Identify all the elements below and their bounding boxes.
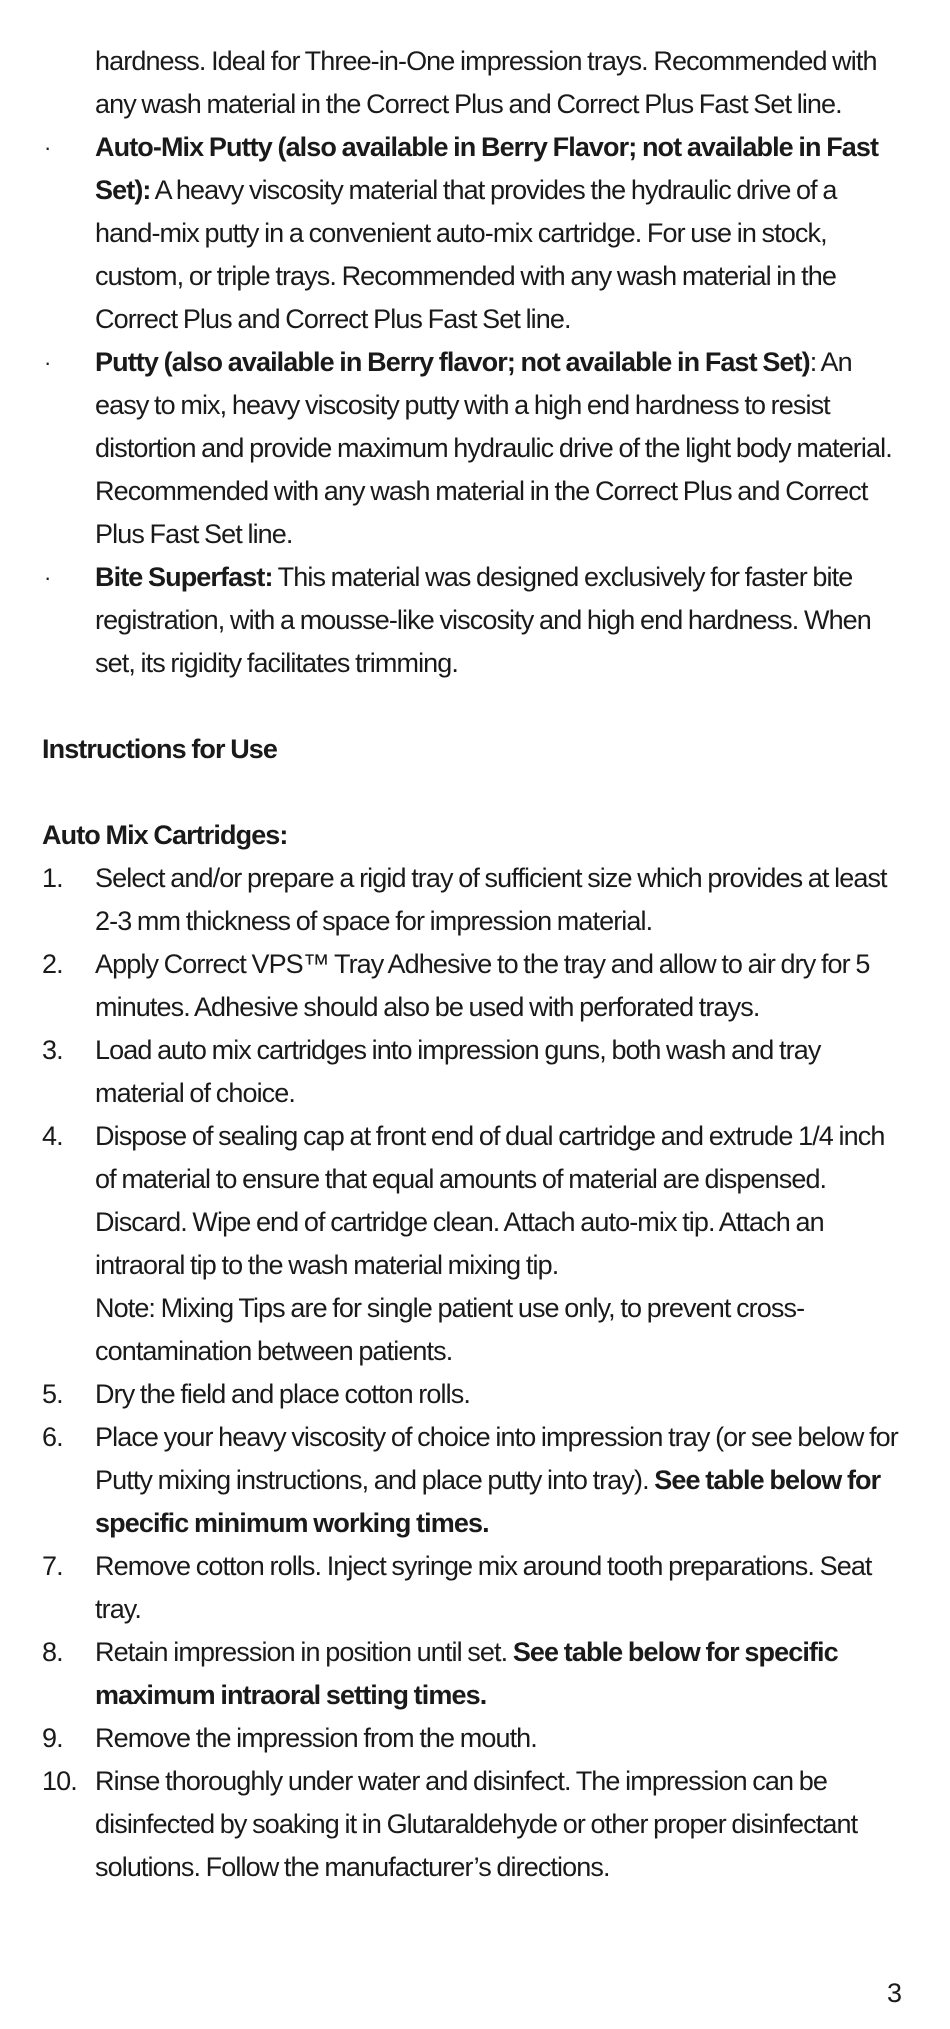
page-number: 3 [886,1978,902,2008]
step-item [42,857,902,943]
step-number: 8. [42,1637,63,1667]
step-text: Remove the impression from the mouth. [95,1723,537,1753]
step-number: 4. [42,1121,63,1151]
bullet-title: Auto-Mix Putty (also available in Berry Flavor; not available in Fast Set): [95,132,879,205]
bullet-icon: · [44,350,51,375]
step-text: Dispose of sealing cap at front end of dual cartridge and extrude 1/4 inch of material to ensure that equal amounts of material are dispensed. Discard. Wipe end of cartridge clean. Attach auto-mix tip. Attach an intraoral tip to the wash material mixing tip. [95,1121,885,1280]
step-text: Retain impression in position until set. [95,1637,513,1667]
step-text: Rinse thoroughly under water and disinfect. The impression can be disinfected by soaking it in Glutaraldehyde or other proper disinfectant solutions. Follow the manufacturer’s directions. [95,1766,858,1882]
bullet-icon: · [44,135,51,160]
intro-continuation: hardness. Ideal for Three-in-One impression trays. Recommended with any wash material in the Correct Plus and Correct Plus Fast Set line. [95,46,877,119]
auto-mix-heading: Auto Mix Cartridges: [42,820,288,850]
step-item [42,1416,902,1545]
bullet-title: Putty (also available in Berry flavor; not available in Fast Set) [95,347,810,377]
step-number: 3. [42,1035,63,1065]
step-text: Apply Correct VPS™ Tray Adhesive to the tray and allow to air dry for 5 minutes. Adhesive should also be used with perforated trays. [95,949,870,1022]
step-item [42,1545,902,1631]
step-number: 10. [42,1766,77,1796]
bullet-text: A heavy viscosity material that provides the hydraulic drive of a hand-mix putty in a convenient auto-mix cartridge. For use in stock, custom, or triple trays. Recommended with any wash material in the Correct Plus and Correct Plus Fast Set line. [95,175,837,334]
step-item [42,1029,902,1115]
step-text: Place your heavy viscosity of choice into impression tray (or see below for Putty mixing instructions, and place putty into tray). [95,1422,898,1495]
step-note: Note: Mixing Tips are for single patient use only, to prevent cross-contamination between patients. [95,1293,805,1366]
spacer [42,685,902,728]
step-text: Remove cotton rolls. Inject syringe mix around tooth preparations. Seat tray. [95,1551,872,1624]
step-number: 7. [42,1551,63,1581]
step-text: Dry the field and place cotton rolls. [95,1379,470,1409]
document-page [42,40,902,1889]
bullet-title: Bite Superfast: [95,562,273,592]
bullet-text: : An easy to mix, heavy viscosity putty with a high end hardness to resist distortion and provide maximum hydraulic drive of the light body material. Recommended with any wash material in the Correct Plus and Correct Plus Fast Set line. [95,347,892,549]
bullet-icon: · [44,565,51,590]
step-bold-text: See table below for specific minimum working times. [95,1465,881,1538]
step-item [42,1115,902,1373]
step-number: 2. [42,949,63,979]
step-number: 5. [42,1379,63,1409]
step-number: 9. [42,1723,63,1753]
bullet-item [42,341,902,556]
bullet-item [42,556,902,685]
step-number: 1. [42,863,63,893]
step-number: 6. [42,1422,63,1452]
bullet-text: This material was designed exclusively for faster bite registration, with a mousse-like viscosity and high end hardness. When set, its rigidity facilitates trimming. [95,562,871,678]
bullet-list [42,126,902,685]
step-item [42,1717,902,1760]
step-item [42,1760,902,1889]
instructions-heading: Instructions for Use [42,734,278,764]
spacer [42,771,902,814]
step-text: Load auto mix cartridges into impression guns, both wash and tray material of choice. [95,1035,821,1108]
step-item [42,1631,902,1717]
step-text: Select and/or prepare a rigid tray of sufficient size which provides at least 2-3 mm thickness of space for impression material. [95,863,887,936]
step-item [42,1373,902,1416]
step-bold-text: See table below for specific maximum intraoral setting times. [95,1637,838,1710]
step-item [42,943,902,1029]
steps-list [42,857,902,1889]
bullet-item [42,126,902,341]
